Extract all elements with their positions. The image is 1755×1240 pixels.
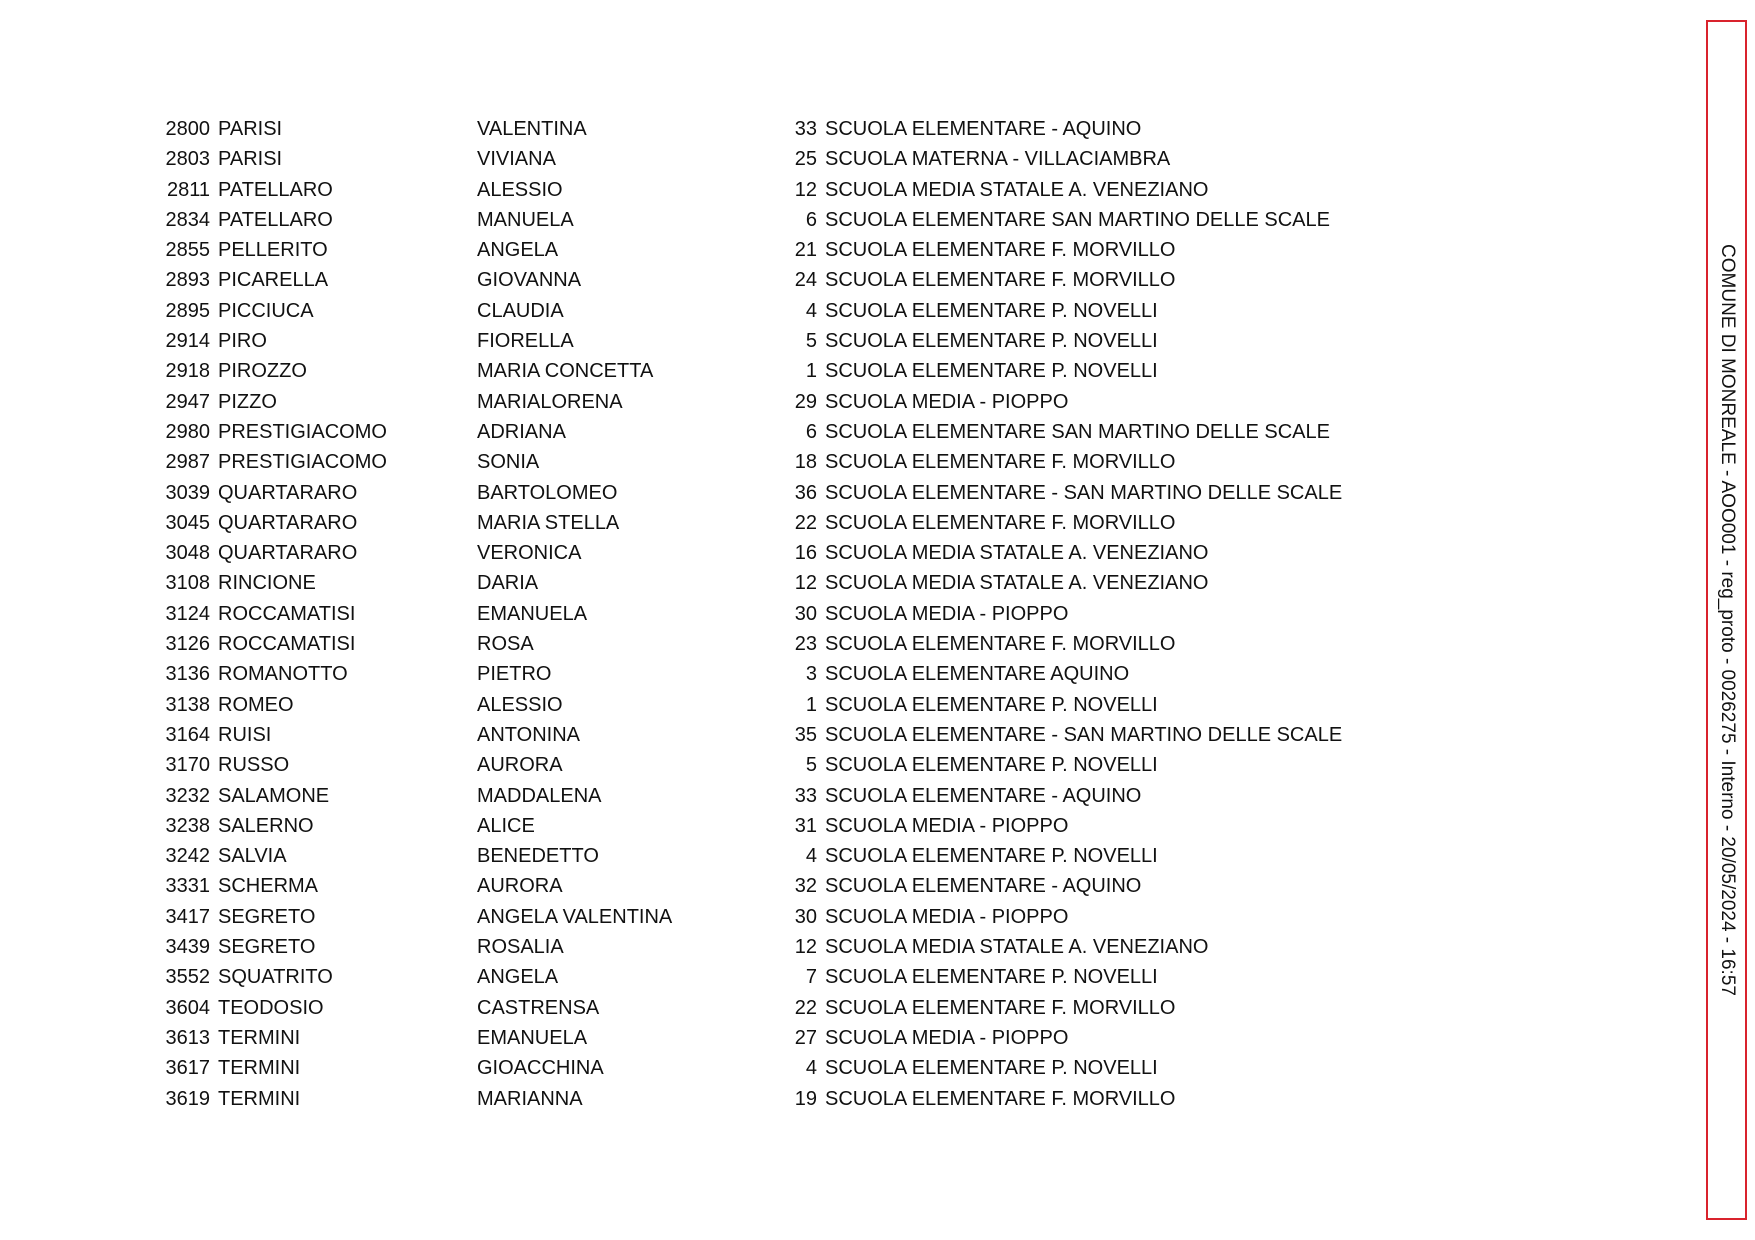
row-school: SCUOLA ELEMENTARE P. NOVELLI (825, 845, 1158, 868)
row-name: AURORA (477, 754, 563, 777)
row-surname: QUARTARARO (218, 481, 358, 504)
row-number: 4 (805, 845, 817, 868)
row-school: SCUOLA ELEMENTARE - AQUINO (825, 118, 1142, 140)
row-school: SCUOLA ELEMENTARE - SAN MARTINO DELLE SCALE (825, 723, 1343, 746)
row-school: SCUOLA MEDIA - PIOPPO (825, 814, 1069, 837)
row-name: ANGELA VALENTINA (477, 905, 673, 928)
row-name: VALENTINA (477, 118, 587, 140)
row-surname: SALVIA (218, 845, 287, 868)
row-school: SCUOLA ELEMENTARE P. NOVELLI (825, 693, 1158, 716)
table-row (162, 356, 1342, 386)
row-number: 29 (794, 390, 817, 413)
row-number: 1 (805, 360, 817, 383)
table-row (162, 568, 1342, 598)
row-name: MADDALENA (477, 784, 602, 807)
row-school: SCUOLA ELEMENTARE F. MORVILLO (825, 1087, 1176, 1110)
row-number: 30 (794, 602, 817, 625)
row-id: 3045 (165, 511, 210, 534)
row-name: CASTRENSA (477, 996, 600, 1019)
row-surname: PARISI (218, 118, 283, 140)
table-row (162, 265, 1342, 295)
row-school: SCUOLA ELEMENTARE P. NOVELLI (825, 330, 1158, 353)
table-row (162, 750, 1342, 780)
row-id: 2800 (165, 118, 210, 140)
row-number: 4 (805, 299, 817, 322)
row-name: BARTOLOMEO (477, 481, 618, 504)
row-name: ALESSIO (477, 693, 563, 716)
row-surname: ROMANOTTO (218, 663, 348, 686)
row-school: SCUOLA ELEMENTARE F. MORVILLO (825, 996, 1176, 1019)
row-name: EMANUELA (477, 602, 588, 625)
table-row (162, 478, 1342, 508)
row-id: 3439 (165, 936, 210, 959)
row-school: SCUOLA ELEMENTARE P. NOVELLI (825, 754, 1158, 777)
row-school: SCUOLA ELEMENTARE SAN MARTINO DELLE SCALE (825, 208, 1330, 231)
row-id: 3170 (165, 754, 210, 777)
table-row (162, 417, 1342, 447)
row-name: VERONICA (477, 542, 582, 565)
records-table (162, 114, 1342, 1114)
row-school: SCUOLA MEDIA - PIOPPO (825, 602, 1069, 625)
row-school: SCUOLA MEDIA STATALE A. VENEZIANO (825, 572, 1209, 595)
row-id: 3232 (165, 784, 210, 807)
row-id: 3238 (165, 814, 210, 837)
row-surname: PIZZO (218, 390, 277, 413)
row-number: 30 (794, 905, 817, 928)
row-name: BENEDETTO (477, 845, 599, 868)
table-row (162, 1053, 1342, 1083)
row-id: 3552 (165, 966, 210, 989)
row-id: 2803 (165, 148, 210, 171)
protocol-stamp-text: COMUNE DI MONREALE - AOO001 - reg_proto - 0026275 - Interno - 20/05/2024 - 16:57 (1716, 244, 1738, 996)
row-surname: PIROZZO (218, 360, 307, 383)
row-school: SCUOLA ELEMENTARE F. MORVILLO (825, 239, 1176, 262)
row-number: 31 (794, 814, 817, 837)
row-school: SCUOLA ELEMENTARE F. MORVILLO (825, 633, 1176, 656)
row-number: 22 (794, 996, 817, 1019)
row-id: 3138 (165, 693, 210, 716)
row-id: 3613 (165, 1026, 210, 1049)
row-number: 16 (794, 542, 817, 565)
row-surname: PATELLARO (218, 208, 333, 231)
row-name: ADRIANA (477, 420, 566, 443)
table-row (162, 175, 1342, 205)
table-row (162, 871, 1342, 901)
row-number: 5 (805, 754, 817, 777)
row-number: 33 (794, 118, 817, 140)
table-row (162, 538, 1342, 568)
row-school: SCUOLA ELEMENTARE P. NOVELLI (825, 1057, 1158, 1080)
table-row (162, 114, 1342, 144)
row-surname: PIRO (218, 330, 267, 353)
row-number: 36 (794, 481, 817, 504)
row-surname: RINCIONE (218, 572, 316, 595)
table-row (162, 205, 1342, 235)
row-name: FIORELLA (477, 330, 574, 353)
row-number: 23 (794, 633, 817, 656)
row-id: 2855 (165, 239, 210, 262)
table-row (162, 629, 1342, 659)
row-surname: PATELLARO (218, 178, 333, 201)
row-surname: PICCIUCA (218, 299, 314, 322)
row-school: SCUOLA ELEMENTARE - AQUINO (825, 784, 1142, 807)
row-id: 3126 (165, 633, 210, 656)
row-number: 12 (794, 572, 817, 595)
row-surname: PARISI (218, 148, 283, 171)
table-row (162, 902, 1342, 932)
row-name: ANTONINA (477, 723, 580, 746)
table-row (162, 1023, 1342, 1053)
row-surname: RUISI (218, 723, 272, 746)
table-row (162, 841, 1342, 871)
row-school: SCUOLA ELEMENTARE - SAN MARTINO DELLE SCALE (825, 481, 1343, 504)
row-id: 2980 (165, 420, 210, 443)
row-name: VIVIANA (477, 148, 556, 171)
table-row (162, 296, 1342, 326)
table-row (162, 659, 1342, 689)
table-row (162, 690, 1342, 720)
row-surname: TEODOSIO (218, 996, 324, 1019)
row-surname: SALAMONE (218, 784, 330, 807)
row-surname: QUARTARARO (218, 542, 358, 565)
row-school: SCUOLA ELEMENTARE P. NOVELLI (825, 299, 1158, 322)
row-id: 2987 (165, 451, 210, 474)
row-school: SCUOLA MATERNA - VILLACIAMBRA (825, 148, 1171, 171)
table-row (162, 326, 1342, 356)
row-school: SCUOLA ELEMENTARE P. NOVELLI (825, 360, 1158, 383)
row-school: SCUOLA ELEMENTARE F. MORVILLO (825, 451, 1176, 474)
row-surname: SQUATRITO (218, 966, 333, 989)
table-row (162, 235, 1342, 265)
row-id: 3604 (165, 996, 210, 1019)
row-id: 3619 (165, 1087, 210, 1110)
row-surname: QUARTARARO (218, 511, 358, 534)
row-name: AURORA (477, 875, 563, 898)
row-name: DARIA (477, 572, 539, 595)
row-school: SCUOLA MEDIA - PIOPPO (825, 390, 1069, 413)
row-number: 33 (794, 784, 817, 807)
row-number: 5 (805, 330, 817, 353)
row-name: MANUELA (477, 208, 574, 231)
row-school: SCUOLA ELEMENTARE F. MORVILLO (825, 511, 1176, 534)
row-surname: TERMINI (218, 1087, 301, 1110)
row-id: 2895 (165, 299, 210, 322)
row-id: 3136 (165, 663, 210, 686)
row-school: SCUOLA MEDIA STATALE A. VENEZIANO (825, 178, 1209, 201)
protocol-stamp (1706, 20, 1747, 1220)
row-id: 2811 (166, 178, 210, 201)
row-surname: PRESTIGIACOMO (218, 420, 387, 443)
row-number: 6 (805, 208, 817, 231)
row-surname: TERMINI (218, 1057, 301, 1080)
table-row (162, 1084, 1342, 1114)
row-name: ANGELA (477, 966, 559, 989)
row-surname: SALERNO (218, 814, 314, 837)
row-id: 2918 (165, 360, 210, 383)
table-row (162, 811, 1342, 841)
row-number: 21 (794, 239, 817, 262)
row-name: EMANUELA (477, 1026, 588, 1049)
row-surname: SEGRETO (218, 936, 316, 959)
row-school: SCUOLA MEDIA STATALE A. VENEZIANO (825, 936, 1209, 959)
row-school: SCUOLA ELEMENTARE SAN MARTINO DELLE SCALE (825, 420, 1330, 443)
row-name: MARIANNA (477, 1087, 583, 1110)
row-name: ANGELA (477, 239, 559, 262)
row-id: 3108 (165, 572, 210, 595)
row-number: 12 (794, 178, 817, 201)
row-id: 3039 (165, 481, 210, 504)
row-number: 1 (805, 693, 817, 716)
row-name: MARIALORENA (477, 390, 623, 413)
row-number: 27 (794, 1026, 817, 1049)
row-surname: ROMEO (218, 693, 294, 716)
row-id: 3164 (165, 723, 210, 746)
table-row (162, 387, 1342, 417)
row-number: 18 (794, 451, 817, 474)
row-surname: TERMINI (218, 1026, 301, 1049)
row-surname: ROCCAMATISI (218, 633, 356, 656)
row-name: ALESSIO (477, 178, 563, 201)
row-surname: RUSSO (218, 754, 290, 777)
row-number: 25 (794, 148, 817, 171)
row-number: 7 (805, 966, 817, 989)
table-row (162, 508, 1342, 538)
table-row (162, 781, 1342, 811)
row-school: SCUOLA MEDIA STATALE A. VENEZIANO (825, 542, 1209, 565)
table-row (162, 447, 1342, 477)
row-school: SCUOLA ELEMENTARE F. MORVILLO (825, 269, 1176, 292)
row-number: 22 (794, 511, 817, 534)
row-surname: PELLERITO (218, 239, 328, 262)
row-number: 12 (794, 936, 817, 959)
row-school: SCUOLA ELEMENTARE P. NOVELLI (825, 966, 1158, 989)
row-id: 3242 (165, 845, 210, 868)
row-name: ALICE (477, 814, 535, 837)
table-row (162, 720, 1342, 750)
row-id: 2914 (165, 330, 210, 353)
row-school: SCUOLA MEDIA - PIOPPO (825, 1026, 1069, 1049)
row-surname: PRESTIGIACOMO (218, 451, 387, 474)
row-name: MARIA CONCETTA (477, 360, 654, 383)
row-number: 6 (805, 420, 817, 443)
table-row (162, 993, 1342, 1023)
table-row (162, 599, 1342, 629)
table-row (162, 932, 1342, 962)
row-school: SCUOLA ELEMENTARE - AQUINO (825, 875, 1142, 898)
row-surname: SCHERMA (218, 875, 319, 898)
row-name: GIOACCHINA (477, 1057, 604, 1080)
row-id: 3417 (165, 905, 210, 928)
row-name: CLAUDIA (477, 299, 564, 322)
row-name: ROSALIA (477, 936, 564, 959)
row-surname: PICARELLA (218, 269, 329, 292)
row-id: 2893 (165, 269, 210, 292)
row-name: MARIA STELLA (477, 511, 620, 534)
row-id: 3331 (165, 875, 210, 898)
row-id: 3048 (165, 542, 210, 565)
row-id: 3124 (165, 602, 210, 625)
table-row (162, 962, 1342, 992)
row-name: GIOVANNA (477, 269, 582, 292)
row-number: 3 (805, 663, 817, 686)
row-name: ROSA (477, 633, 534, 656)
row-school: SCUOLA MEDIA - PIOPPO (825, 905, 1069, 928)
row-id: 2947 (165, 390, 210, 413)
row-number: 32 (794, 875, 817, 898)
row-name: PIETRO (477, 663, 552, 686)
row-school: SCUOLA ELEMENTARE AQUINO (825, 663, 1130, 686)
row-id: 2834 (165, 208, 210, 231)
table-row (162, 144, 1342, 174)
row-number: 24 (794, 269, 817, 292)
row-surname: SEGRETO (218, 905, 316, 928)
row-name: SONIA (477, 451, 540, 474)
row-number: 4 (805, 1057, 817, 1080)
row-number: 19 (794, 1087, 817, 1110)
row-surname: ROCCAMATISI (218, 602, 356, 625)
row-id: 3617 (165, 1057, 210, 1080)
row-number: 35 (794, 723, 817, 746)
